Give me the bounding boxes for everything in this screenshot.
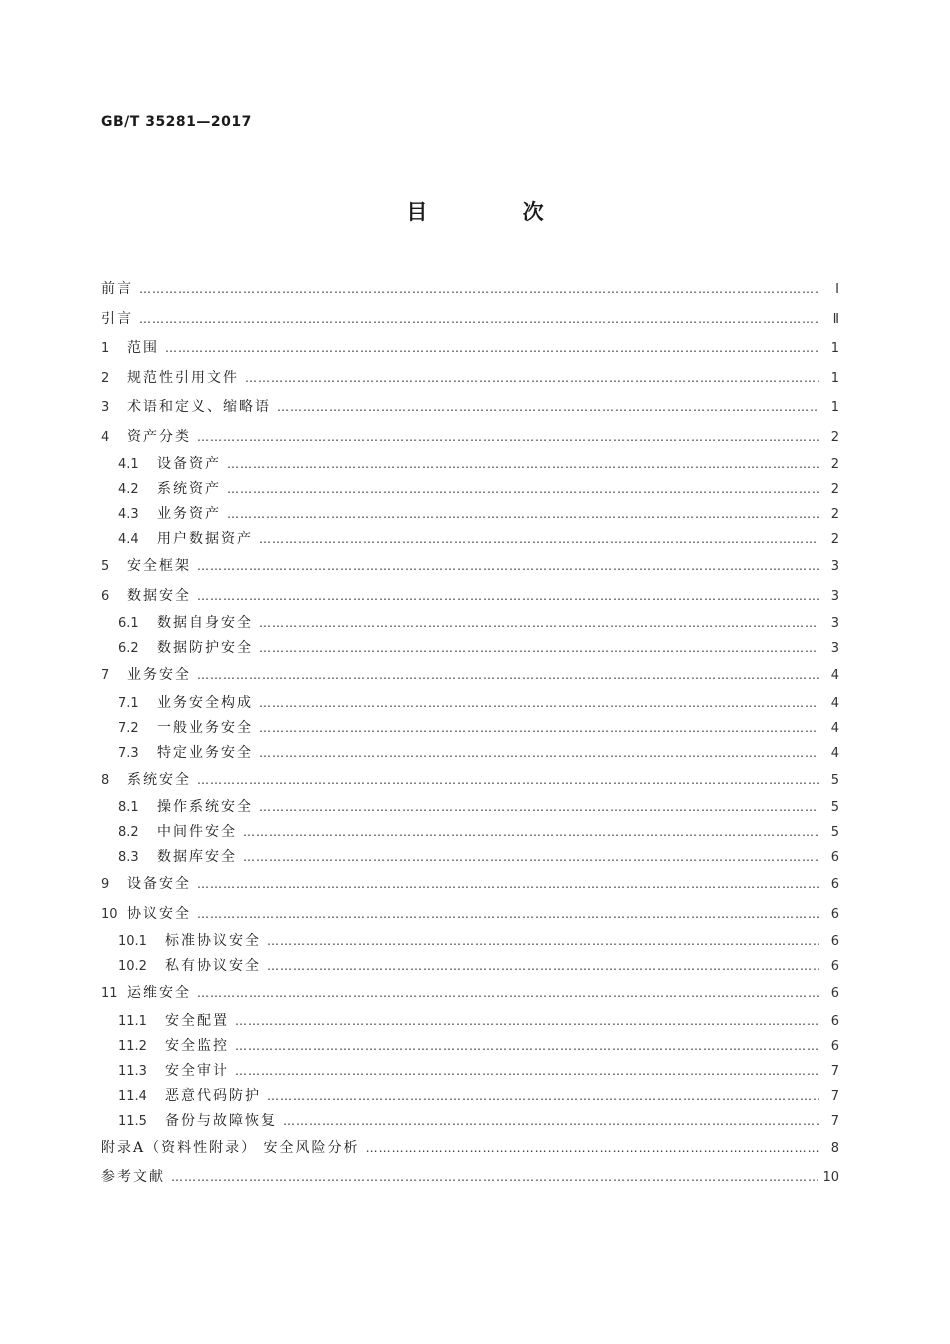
toc-entry[interactable] (101, 766, 839, 796)
toc-entry-page: 6 (830, 877, 839, 892)
toc-entry-number: 10.1 (118, 934, 147, 949)
toc-entry-number: 11.4 (118, 1088, 147, 1104)
dot-leader (235, 1009, 819, 1034)
toc-entry-label: 系统资产 (157, 481, 221, 497)
toc-entry[interactable] (101, 502, 839, 527)
dot-leader (259, 795, 819, 820)
toc-entry[interactable] (101, 661, 839, 691)
dot-leader (283, 1109, 819, 1134)
toc-entry-page: Ⅱ (832, 311, 839, 327)
toc-entry[interactable] (101, 1059, 839, 1084)
dot-leader (227, 477, 819, 502)
toc-entry-page: 2 (830, 457, 839, 472)
toc-entry-number: 7.2 (118, 720, 139, 736)
toc-entry-page: Ⅰ (835, 282, 839, 297)
toc-entry[interactable] (101, 477, 839, 502)
toc-entry[interactable] (101, 452, 839, 477)
toc-entry-page: 5 (830, 825, 839, 840)
toc-entry-number: 8.2 (118, 825, 139, 840)
toc-entry[interactable] (101, 364, 839, 394)
toc-entry-label: 引言 (101, 310, 133, 327)
dot-leader (197, 900, 819, 930)
dot-leader (366, 1134, 819, 1164)
toc-entry-number: 7 (101, 668, 110, 683)
toc-entry-label: 恶意代码防护 (165, 1087, 261, 1104)
toc-entry-label: 附录A（资料性附录） 安全风险分析 (101, 1139, 360, 1156)
toc-entry-label: 安全配置 (165, 1012, 229, 1029)
toc-entry-page: 3 (830, 616, 839, 631)
toc-entry[interactable] (101, 845, 839, 870)
toc-entry[interactable] (101, 527, 839, 552)
toc-entry-page: 4 (830, 695, 839, 711)
dot-leader (259, 527, 819, 552)
dot-leader (197, 870, 819, 900)
toc-entry[interactable] (101, 1163, 839, 1193)
toc-entry[interactable] (101, 870, 839, 900)
toc-entry-label: 安全监控 (165, 1037, 229, 1054)
toc-entry-page: 6 (830, 1038, 839, 1054)
toc-entry-page: 2 (830, 482, 839, 497)
dot-leader (165, 334, 819, 364)
toc-entry-number: 1 (101, 341, 110, 356)
dot-leader (139, 305, 819, 335)
toc-entry-page: 3 (830, 641, 839, 656)
dot-leader (243, 820, 819, 845)
toc-entry-page: 2 (830, 507, 839, 522)
toc-entry[interactable] (101, 1109, 839, 1134)
toc-entry-label: 资产分类 (127, 428, 191, 445)
toc-entry-page: 6 (830, 934, 839, 949)
toc-entry-number: 11.1 (118, 1013, 147, 1029)
toc-entry-number: 10.2 (118, 959, 147, 974)
toc-entry[interactable] (101, 716, 839, 741)
dot-leader (259, 716, 819, 741)
toc-entry-page: 2 (830, 532, 839, 547)
toc-entry-label: 标准协议安全 (165, 933, 261, 949)
toc-entry[interactable] (101, 741, 839, 766)
toc-entry-label: 术语和定义、缩略语 (127, 399, 271, 415)
toc-entry-number: 8.3 (118, 850, 139, 865)
toc-entry-label: 备份与故障恢复 (165, 1112, 277, 1129)
dot-leader (267, 929, 819, 954)
toc-entry-number: 3 (101, 400, 110, 415)
toc-entry-page: 8 (830, 1140, 839, 1156)
toc-entry-number: 11.2 (118, 1038, 147, 1054)
toc-entry-page: 7 (830, 1063, 839, 1079)
toc-entry-label: 业务安全构成 (157, 694, 253, 711)
toc-entry-number: 8 (101, 772, 110, 788)
toc-entry[interactable] (101, 393, 839, 423)
dot-leader (267, 1084, 819, 1109)
toc-entry-label: 数据防护安全 (157, 640, 253, 656)
dot-leader (171, 1163, 818, 1193)
toc-entry-page: 6 (830, 986, 839, 1001)
toc-entry-number: 11 (101, 986, 118, 1001)
toc-entry[interactable] (101, 611, 839, 636)
dot-leader (227, 452, 819, 477)
toc-entry[interactable] (101, 423, 839, 453)
toc-entry-number: 9 (101, 877, 110, 892)
toc-entry-page: 4 (830, 720, 839, 736)
toc-entry-label: 私有协议安全 (165, 958, 261, 974)
dot-leader (245, 364, 819, 394)
page-title: 目 次 (406, 200, 588, 224)
toc-entry-page: 3 (830, 588, 839, 604)
toc-entry-number: 10 (101, 906, 118, 922)
toc-entry-label: 业务安全 (127, 667, 191, 683)
toc-entry-label: 运维安全 (127, 985, 191, 1001)
toc-entry-label: 规范性引用文件 (127, 369, 239, 386)
dot-leader (139, 275, 819, 305)
toc-entry-page: 6 (830, 906, 839, 922)
toc-entry[interactable] (101, 275, 839, 305)
dot-leader (259, 636, 819, 661)
toc-entry[interactable] (101, 334, 839, 364)
toc-entry-page: 7 (830, 1113, 839, 1129)
toc-entry[interactable] (101, 552, 839, 582)
dot-leader (259, 611, 819, 636)
dot-leader (197, 423, 819, 453)
toc-entry-label: 协议安全 (127, 905, 191, 922)
toc-entry[interactable] (101, 1009, 839, 1034)
toc-entry-page: 4 (830, 745, 839, 761)
toc-entry-label: 参考文献 (101, 1169, 165, 1185)
dot-leader (267, 954, 819, 979)
toc-entry-number: 4 (101, 429, 110, 445)
toc-entry[interactable] (101, 636, 839, 661)
toc-entry-number: 6 (101, 588, 110, 604)
toc-entry[interactable] (101, 1034, 839, 1059)
toc-entry-label: 安全框架 (127, 558, 191, 574)
toc-entry-page: 1 (830, 341, 839, 356)
toc-entry-page: 3 (830, 559, 839, 574)
toc-entry-number: 8.1 (118, 800, 139, 815)
toc-entry-label: 系统安全 (127, 771, 191, 788)
toc-entry-number: 6.2 (118, 641, 139, 656)
toc-entry-page: 6 (830, 850, 839, 865)
toc-entry-label: 操作系统安全 (157, 799, 253, 815)
toc-entry[interactable] (101, 1134, 839, 1164)
toc-entry-page: 4 (830, 668, 839, 683)
toc-entry-page: 1 (830, 370, 839, 386)
toc-entry-label: 中间件安全 (157, 824, 237, 840)
toc-entry[interactable] (101, 1084, 839, 1109)
toc-entry-label: 前言 (101, 281, 133, 297)
dot-leader (197, 582, 819, 612)
toc-entry-page: 5 (830, 772, 839, 788)
toc-entry-page: 5 (830, 800, 839, 815)
toc-entry-label: 业务资产 (157, 506, 221, 522)
toc-entry-number: 4.4 (118, 532, 139, 547)
toc-entry[interactable] (101, 900, 839, 930)
toc-entry-page: 1 (830, 400, 839, 415)
toc-entry[interactable] (101, 305, 839, 335)
toc-entry-number: 11.5 (118, 1113, 147, 1129)
toc-entry-label: 用户数据资产 (157, 531, 253, 547)
dot-leader (197, 552, 819, 582)
toc-entry[interactable] (101, 954, 839, 979)
toc-entry-number: 4.3 (118, 507, 139, 522)
toc-entry-label: 特定业务安全 (157, 744, 253, 761)
toc-entry-number: 4.2 (118, 482, 139, 497)
toc-entry-number: 4.1 (118, 457, 139, 472)
toc-entry-label: 安全审计 (165, 1062, 229, 1079)
toc-entry-number: 6.1 (118, 616, 139, 631)
toc-entry-page: 7 (830, 1088, 839, 1104)
toc-entry[interactable] (101, 979, 839, 1009)
toc-entry-page: 6 (830, 959, 839, 974)
dot-leader (243, 845, 819, 870)
toc-entry-label: 设备安全 (127, 876, 191, 892)
dot-leader (235, 1034, 819, 1059)
toc-entry[interactable] (101, 691, 839, 716)
toc-entry-label: 设备资产 (157, 456, 221, 472)
toc-entry-page: 6 (830, 1013, 839, 1029)
toc-entry[interactable] (101, 929, 839, 954)
dot-leader (277, 393, 819, 423)
toc-entry[interactable] (101, 795, 839, 820)
dot-leader (259, 741, 819, 766)
toc-entry-label: 数据安全 (127, 587, 191, 604)
toc-entry-label: 一般业务安全 (157, 719, 253, 736)
toc-entry-number: 7.3 (118, 745, 139, 761)
toc-entry-number: 5 (101, 559, 110, 574)
toc-entry-label: 数据自身安全 (157, 615, 253, 631)
toc-entry[interactable] (101, 582, 839, 612)
toc-entry[interactable] (101, 820, 839, 845)
toc-entry-page: 2 (830, 429, 839, 445)
toc-entry-number: 7.1 (118, 695, 139, 711)
dot-leader (235, 1059, 819, 1084)
toc-entry-page: 10 (822, 1170, 839, 1185)
table-of-contents (101, 275, 839, 1193)
dot-leader (259, 691, 819, 716)
standard-number: GB/T 35281—2017 (101, 114, 252, 130)
toc-entry-label: 数据库安全 (157, 849, 237, 865)
toc-entry-number: 2 (101, 370, 110, 386)
dot-leader (197, 766, 819, 796)
toc-entry-number: 11.3 (118, 1063, 147, 1079)
toc-entry-label: 范围 (127, 340, 159, 356)
dot-leader (227, 502, 819, 527)
dot-leader (197, 979, 819, 1009)
dot-leader (197, 661, 819, 691)
